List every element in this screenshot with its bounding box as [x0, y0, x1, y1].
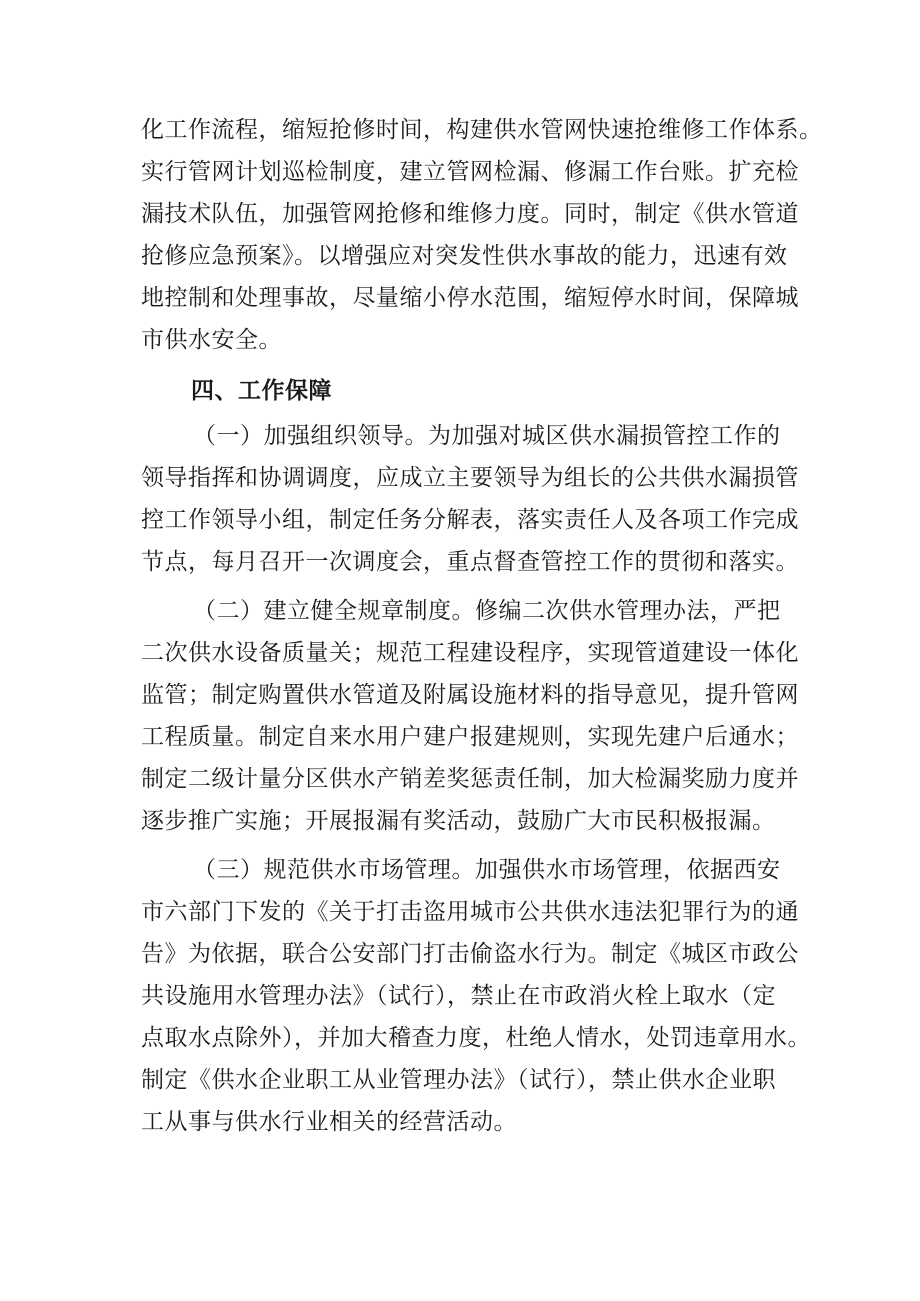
paragraph-1-line-1: 化工作流程，缩短抢修时间，构建供水管网快速抢维修工作体系。 — [141, 117, 823, 143]
paragraph-1-line-6: 市供水安全。 — [141, 327, 282, 353]
paragraph-4-line-1: （三）规范供水市场管理。加强供水市场管理，依据西安 — [193, 857, 781, 883]
paragraph-4-line-3: 告》为依据，联合公安部门打击偷盗水行为。制定《城区市政公 — [141, 941, 799, 967]
paragraph-4-line-2: 市六部门下发的《关于打击盗用城市公共供水违法犯罪行为的通 — [141, 899, 799, 925]
paragraph-3-line-1: （二）建立健全规章制度。修编二次供水管理办法，严把 — [193, 598, 781, 624]
paragraph-3-line-6: 逐步推广实施；开展报漏有奖活动，鼓励广大市民积极报漏。 — [141, 808, 776, 834]
paragraph-4-line-7: 工从事与供水行业相关的经营活动。 — [141, 1109, 517, 1135]
paragraph-3-line-4: 工程质量。制定自来水用户建户报建规则，实现先建户后通水； — [141, 724, 799, 750]
paragraph-4-line-6: 制定《供水企业职工从业管理办法》（试行），禁止供水企业职 — [141, 1067, 776, 1093]
paragraph-2-line-2: 领导指挥和协调调度，应成立主要领导为组长的公共供水漏损管 — [141, 465, 799, 491]
paragraph-1-line-5: 地控制和处理事故，尽量缩小停水范围，缩短停水时间，保障城 — [141, 285, 799, 311]
paragraph-4-line-4: 共设施用水管理办法》（试行），禁止在市政消火栓上取水（定 — [141, 983, 776, 1009]
paragraph-2-line-1: （一）加强组织领导。为加强对城区供水漏损管控工作的 — [193, 423, 781, 449]
paragraph-2-line-3: 控工作领导小组，制定任务分解表，落实责任人及各项工作完成 — [141, 507, 799, 533]
paragraph-4-line-5: 点取水点除外），并加大稽查力度，杜绝人情水，处罚违章用水。 — [141, 1025, 811, 1051]
paragraph-3-line-3: 监管；制定购置供水管道及附属设施材料的指导意见，提升管网 — [141, 682, 799, 708]
paragraph-3-line-2: 二次供水设备质量关；规范工程建设程序，实现管道建设一体化 — [141, 640, 799, 666]
paragraph-1-line-3: 漏技术队伍，加强管网抢修和维修力度。同时，制定《供水管道 — [141, 201, 799, 227]
section-heading: 四、工作保障 — [191, 378, 332, 404]
paragraph-1-line-4: 抢修应急预案》。以增强应对突发性供水事故的能力，迅速有效 — [141, 243, 788, 269]
paragraph-1-line-2: 实行管网计划巡检制度，建立管网检漏、修漏工作台账。扩充检 — [141, 159, 799, 185]
paragraph-2-line-4: 节点，每月召开一次调度会，重点督查管控工作的贯彻和落实。 — [141, 549, 799, 575]
paragraph-3-line-5: 制定二级计量分区供水产销差奖惩责任制，加大检漏奖励力度并 — [141, 766, 799, 792]
